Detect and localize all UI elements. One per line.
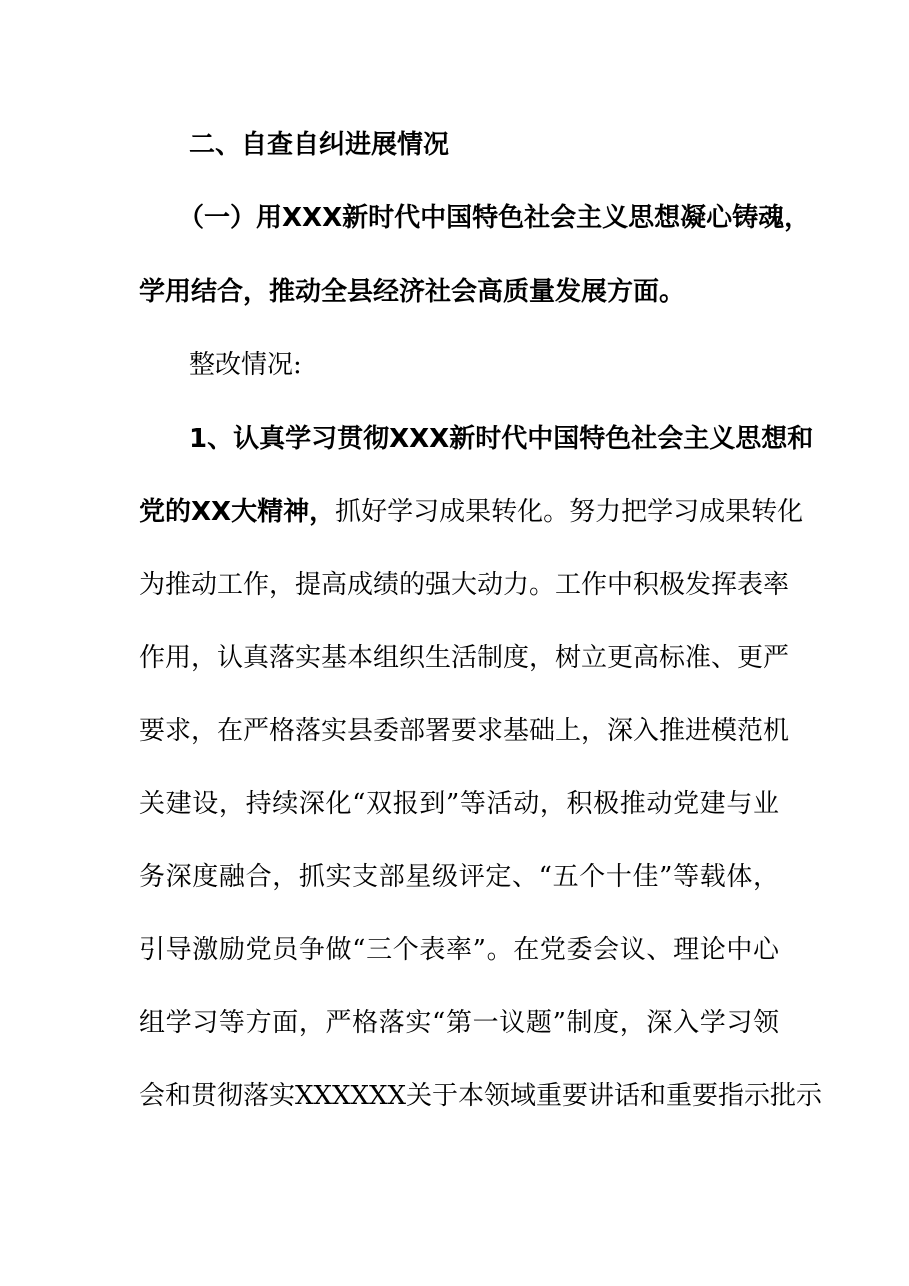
body-line: 务深度融合，抓实支部星级评定、“五个十佳”等载体， bbox=[139, 862, 779, 892]
body-line: 作用，认真落实基本组织生活制度，树立更高标准、更严 bbox=[139, 643, 790, 673]
body-line: 要求，在严格落实县委部署要求基础上，深入推进模范机 bbox=[139, 716, 790, 746]
item1-line-2-text: 抓好学习成果转化。努力把学习成果转化 bbox=[335, 497, 804, 527]
body-line: 引导激励党员争做“三个表率”。在党委会议、理论中心 bbox=[139, 935, 779, 965]
body-line: 关建设，持续深化“双报到”等活动，积极推动党建与业 bbox=[139, 789, 779, 819]
subheading-line-2: 学用结合，推动全县经济社会高质量发展方面。 bbox=[139, 277, 686, 307]
body-line: 会和贯彻落实XXXXXX关于本领域重要讲话和重要指示批示 bbox=[139, 1081, 823, 1111]
item1-title-bold-part: 党的XX大精神， bbox=[139, 497, 336, 527]
item1-title-line-1: 1、认真学习贯彻XXX新时代中国特色社会主义思想和 bbox=[189, 424, 814, 454]
body-line: 为推动工作，提高成绩的强大动力。工作中积极发挥表率 bbox=[139, 570, 790, 600]
body-line: 组学习等方面，严格落实“第一议题”制度，深入学习领 bbox=[139, 1008, 779, 1038]
subheading-line-1: （一）用XXX新时代中国特色社会主义思想凝心铸魂， bbox=[178, 203, 811, 233]
section-label: 整改情况: bbox=[189, 350, 302, 380]
item1-line-2 bbox=[139, 497, 804, 527]
section-heading: 二、自查自纠进展情况 bbox=[189, 130, 450, 160]
